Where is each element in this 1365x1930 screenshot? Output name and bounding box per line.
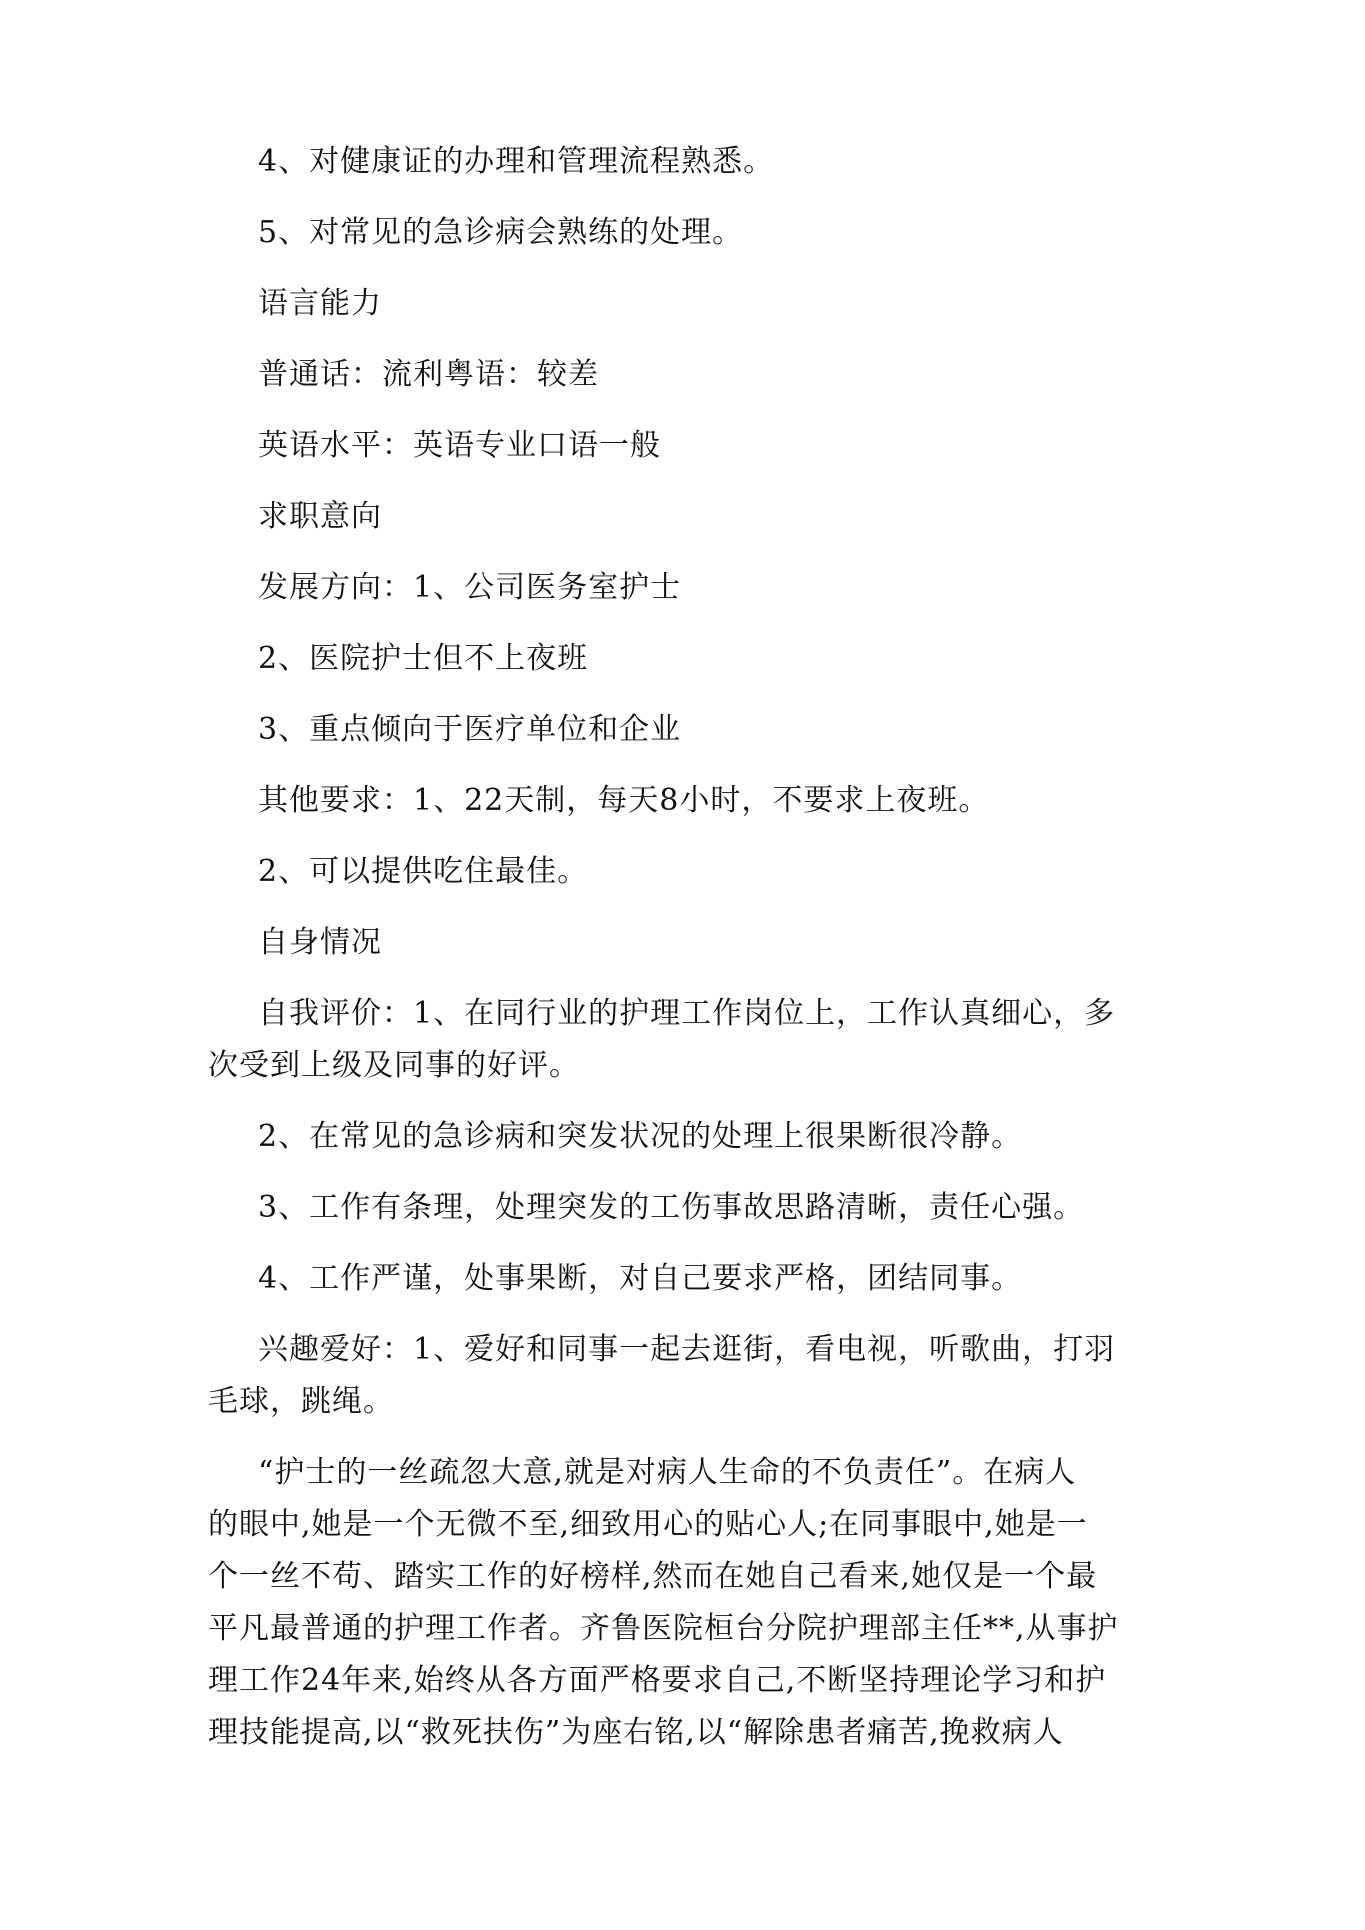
- closing-paragraph: [208, 1453, 1168, 1765]
- self-evaluation-paragraph: [208, 994, 1168, 1086]
- paragraph-line: 兴趣爱好：1、爱好和同事一起去逛街，看电视，听歌曲，打羽: [258, 1332, 1116, 1367]
- text-line: 2、在常见的急诊病和突发状况的处理上很果断很冷静。: [258, 1119, 1023, 1154]
- paragraph-line: 的眼中,她是一个无微不至,细致用心的贴心人;在同事眼中,她是一: [208, 1507, 1088, 1542]
- paragraph-line: 理技能提高,以“救死扶伤”为座右铭,以“解除患者痛苦,挽救病人: [208, 1715, 1064, 1750]
- text-line: 4、对健康证的办理和管理流程熟悉。: [258, 144, 775, 179]
- text-line: 2、医院护士但不上夜班: [258, 641, 589, 676]
- text-line: 发展方向：1、公司医务室护士: [258, 570, 682, 605]
- text-line: 3、重点倾向于医疗单位和企业: [258, 712, 682, 747]
- paragraph-line: “护士的一丝疏忽大意,就是对病人生命的不负责任”。在病人: [258, 1455, 1077, 1490]
- paragraph-line: 毛球，跳绳。: [208, 1384, 394, 1419]
- text-line: 5、对常见的急诊病会熟练的处理。: [258, 215, 744, 250]
- paragraph-line: 平凡最普通的护理工作者。齐鲁医院桓台分院护理部主任**,从事护: [208, 1611, 1119, 1646]
- section-heading-intent: 求职意向: [258, 499, 382, 534]
- text-line: 英语水平：英语专业口语一般: [258, 428, 661, 463]
- paragraph-line: 个一丝不苟、踏实工作的好榜样,然而在她自己看来,她仅是一个最: [208, 1559, 1098, 1594]
- paragraph-line: 理工作24年来,始终从各方面严格要求自己,不断坚持理论学习和护: [208, 1663, 1107, 1698]
- paragraph-line: 自我评价：1、在同行业的护理工作岗位上，工作认真细心，多: [258, 996, 1116, 1031]
- hobbies-paragraph: [208, 1330, 1168, 1422]
- text-line: 4、工作严谨，处事果断，对自己要求严格，团结同事。: [258, 1261, 1023, 1296]
- paragraph-line: 次受到上级及同事的好评。: [208, 1048, 580, 1083]
- section-heading-language: 语言能力: [258, 286, 382, 321]
- text-line: 其他要求：1、22天制，每天8小时，不要求上夜班。: [258, 783, 990, 818]
- section-heading-self: 自身情况: [258, 925, 382, 960]
- text-line: 3、工作有条理，处理突发的工伤事故思路清晰，责任心强。: [258, 1190, 1085, 1225]
- text-line: 2、可以提供吃住最佳。: [258, 854, 589, 889]
- text-line: 普通话：流利粤语：较差: [258, 357, 599, 392]
